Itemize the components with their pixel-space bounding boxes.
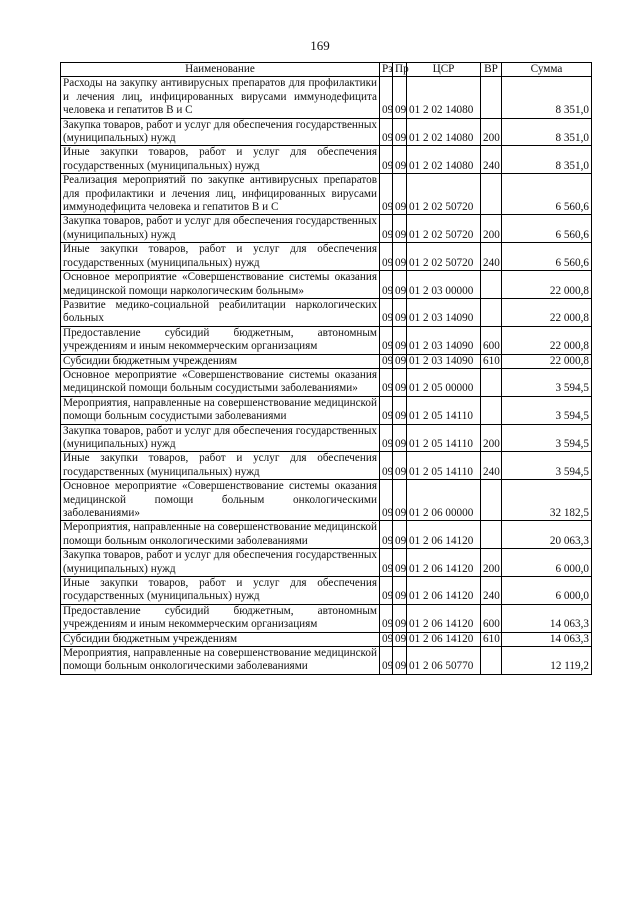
cell-name: Развитие медико-социальной реабилитации наркологических больных <box>61 298 380 326</box>
table-row <box>61 118 592 146</box>
cell-rz: 09 <box>380 146 393 174</box>
cell-name: Реализация мероприятий по закупке антивирусных препаратов для профилактики и лечения лиц, инфицированных вирусами иммунодефицита человека и гепатитов В и С <box>61 174 380 215</box>
table-row <box>61 215 592 243</box>
table-row <box>61 647 592 675</box>
cell-vr: 600 <box>481 604 502 632</box>
cell-sum: 6 560,6 <box>502 174 592 215</box>
cell-name: Основное мероприятие «Совершенствование системы оказания медицинской помощи наркологическим больным» <box>61 271 380 299</box>
table-row <box>61 271 592 299</box>
cell-csr: 01 2 02 50720 <box>407 243 481 271</box>
cell-vr: 200 <box>481 424 502 452</box>
cell-rz: 09 <box>380 118 393 146</box>
cell-csr: 01 2 02 14080 <box>407 146 481 174</box>
cell-sum: 8 351,0 <box>502 118 592 146</box>
cell-rz: 09 <box>380 549 393 577</box>
cell-vr: 610 <box>481 632 502 646</box>
cell-csr: 01 2 02 14080 <box>407 77 481 118</box>
cell-name: Основное мероприятие «Совершенствование системы оказания медицинской помощи больным онкологическими заболеваниями» <box>61 480 380 521</box>
cell-vr <box>481 271 502 299</box>
cell-csr: 01 2 03 14090 <box>407 298 481 326</box>
cell-vr <box>481 396 502 424</box>
cell-pr: 09 <box>393 632 407 646</box>
cell-rz: 09 <box>380 298 393 326</box>
cell-pr: 09 <box>393 368 407 396</box>
cell-csr: 01 2 03 14090 <box>407 354 481 368</box>
budget-table <box>60 62 592 675</box>
table-row <box>61 146 592 174</box>
table-row <box>61 298 592 326</box>
cell-name: Иные закупки товаров, работ и услуг для обеспечения государственных (муниципальных) нужд <box>61 577 380 605</box>
cell-sum: 3 594,5 <box>502 424 592 452</box>
cell-vr: 240 <box>481 146 502 174</box>
cell-pr: 09 <box>393 215 407 243</box>
cell-rz: 09 <box>380 271 393 299</box>
cell-sum: 3 594,5 <box>502 396 592 424</box>
cell-sum: 3 594,5 <box>502 452 592 480</box>
table-row <box>61 424 592 452</box>
cell-name: Иные закупки товаров, работ и услуг для обеспечения государственных (муниципальных) нужд <box>61 243 380 271</box>
cell-rz: 09 <box>380 647 393 675</box>
cell-sum: 22 000,8 <box>502 354 592 368</box>
cell-csr: 01 2 03 14090 <box>407 326 481 354</box>
cell-name: Мероприятия, направленные на совершенствование медицинской помощи больным сосудистыми заболеваниями <box>61 396 380 424</box>
cell-csr: 01 2 02 50720 <box>407 215 481 243</box>
table-row <box>61 549 592 577</box>
cell-pr: 09 <box>393 174 407 215</box>
header-vr: ВР <box>481 63 502 77</box>
cell-vr: 200 <box>481 549 502 577</box>
cell-pr: 09 <box>393 243 407 271</box>
table-row <box>61 326 592 354</box>
cell-pr: 09 <box>393 424 407 452</box>
cell-vr <box>481 298 502 326</box>
cell-csr: 01 2 02 50720 <box>407 174 481 215</box>
cell-vr: 240 <box>481 577 502 605</box>
cell-vr: 240 <box>481 452 502 480</box>
cell-sum: 14 063,3 <box>502 604 592 632</box>
table-row <box>61 521 592 549</box>
cell-csr: 01 2 05 14110 <box>407 452 481 480</box>
cell-sum: 22 000,8 <box>502 326 592 354</box>
cell-sum: 6 560,6 <box>502 215 592 243</box>
cell-csr: 01 2 03 00000 <box>407 271 481 299</box>
cell-vr: 600 <box>481 326 502 354</box>
cell-pr: 09 <box>393 577 407 605</box>
cell-pr: 09 <box>393 271 407 299</box>
cell-pr: 09 <box>393 604 407 632</box>
cell-vr <box>481 77 502 118</box>
header-rz: Рз <box>380 63 393 77</box>
table-header-row <box>61 63 592 77</box>
cell-rz: 09 <box>380 396 393 424</box>
table-row <box>61 632 592 646</box>
cell-pr: 09 <box>393 118 407 146</box>
table-row <box>61 480 592 521</box>
cell-sum: 14 063,3 <box>502 632 592 646</box>
cell-csr: 01 2 06 14120 <box>407 549 481 577</box>
cell-sum: 6 000,0 <box>502 577 592 605</box>
cell-csr: 01 2 06 14120 <box>407 577 481 605</box>
cell-name: Субсидии бюджетным учреждениям <box>61 632 380 646</box>
cell-pr: 09 <box>393 326 407 354</box>
cell-rz: 09 <box>380 577 393 605</box>
cell-sum: 12 119,2 <box>502 647 592 675</box>
cell-sum: 32 182,5 <box>502 480 592 521</box>
cell-pr: 09 <box>393 396 407 424</box>
cell-vr <box>481 647 502 675</box>
page-number: 169 <box>310 38 330 53</box>
cell-csr: 01 2 06 14120 <box>407 632 481 646</box>
table-row <box>61 396 592 424</box>
cell-pr: 09 <box>393 146 407 174</box>
cell-csr: 01 2 05 14110 <box>407 424 481 452</box>
cell-sum: 6 560,6 <box>502 243 592 271</box>
table-row <box>61 77 592 118</box>
cell-rz: 09 <box>380 632 393 646</box>
cell-csr: 01 2 05 14110 <box>407 396 481 424</box>
cell-rz: 09 <box>380 354 393 368</box>
cell-name: Закупка товаров, работ и услуг для обеспечения государственных (муниципальных) нужд <box>61 424 380 452</box>
table-row <box>61 368 592 396</box>
cell-rz: 09 <box>380 326 393 354</box>
cell-vr: 240 <box>481 243 502 271</box>
table-row <box>61 452 592 480</box>
cell-rz: 09 <box>380 521 393 549</box>
header-name: Наименование <box>61 63 380 77</box>
cell-rz: 09 <box>380 452 393 480</box>
cell-rz: 09 <box>380 174 393 215</box>
cell-csr: 01 2 05 00000 <box>407 368 481 396</box>
cell-sum: 22 000,8 <box>502 298 592 326</box>
cell-name: Расходы на закупку антивирусных препаратов для профилактики и лечения лиц, инфицированных вирусами иммунодефицита человека и гепатитов В и С <box>61 77 380 118</box>
cell-pr: 09 <box>393 549 407 577</box>
table-row <box>61 174 592 215</box>
cell-rz: 09 <box>380 424 393 452</box>
cell-pr: 09 <box>393 521 407 549</box>
cell-rz: 09 <box>380 480 393 521</box>
cell-name: Иные закупки товаров, работ и услуг для обеспечения государственных (муниципальных) нужд <box>61 452 380 480</box>
cell-name: Предоставление субсидий бюджетным, автономным учреждениям и иным некоммерческим организациям <box>61 326 380 354</box>
cell-sum: 6 000,0 <box>502 549 592 577</box>
cell-name: Предоставление субсидий бюджетным, автономным учреждениям и иным некоммерческим организациям <box>61 604 380 632</box>
cell-rz: 09 <box>380 77 393 118</box>
cell-name: Иные закупки товаров, работ и услуг для обеспечения государственных (муниципальных) нужд <box>61 146 380 174</box>
cell-rz: 09 <box>380 368 393 396</box>
cell-sum: 8 351,0 <box>502 77 592 118</box>
cell-pr: 09 <box>393 647 407 675</box>
cell-name: Закупка товаров, работ и услуг для обеспечения государственных (муниципальных) нужд <box>61 118 380 146</box>
table-row <box>61 354 592 368</box>
cell-vr: 200 <box>481 215 502 243</box>
cell-csr: 01 2 06 14120 <box>407 604 481 632</box>
cell-sum: 8 351,0 <box>502 146 592 174</box>
cell-name: Закупка товаров, работ и услуг для обеспечения государственных (муниципальных) нужд <box>61 215 380 243</box>
header-csr: ЦСР <box>407 63 481 77</box>
header-pr: Пр <box>393 63 407 77</box>
cell-pr: 09 <box>393 77 407 118</box>
cell-name: Субсидии бюджетным учреждениям <box>61 354 380 368</box>
cell-pr: 09 <box>393 452 407 480</box>
cell-csr: 01 2 06 50770 <box>407 647 481 675</box>
cell-rz: 09 <box>380 243 393 271</box>
table-row <box>61 577 592 605</box>
cell-name: Мероприятия, направленные на совершенствование медицинской помощи больным онкологическими заболеваниями <box>61 647 380 675</box>
cell-name: Основное мероприятие «Совершенствование системы оказания медицинской помощи больным сосудистыми заболеваниями» <box>61 368 380 396</box>
cell-rz: 09 <box>380 604 393 632</box>
cell-csr: 01 2 06 14120 <box>407 521 481 549</box>
cell-vr <box>481 368 502 396</box>
cell-pr: 09 <box>393 354 407 368</box>
cell-csr: 01 2 06 00000 <box>407 480 481 521</box>
cell-rz: 09 <box>380 215 393 243</box>
header-sum: Сумма <box>502 63 592 77</box>
cell-pr: 09 <box>393 480 407 521</box>
table-body <box>61 77 592 674</box>
cell-sum: 3 594,5 <box>502 368 592 396</box>
cell-vr <box>481 521 502 549</box>
cell-vr <box>481 174 502 215</box>
table-row <box>61 243 592 271</box>
cell-vr: 610 <box>481 354 502 368</box>
cell-sum: 20 063,3 <box>502 521 592 549</box>
cell-pr: 09 <box>393 298 407 326</box>
cell-name: Закупка товаров, работ и услуг для обеспечения государственных (муниципальных) нужд <box>61 549 380 577</box>
cell-csr: 01 2 02 14080 <box>407 118 481 146</box>
cell-sum: 22 000,8 <box>502 271 592 299</box>
table-row <box>61 604 592 632</box>
cell-name: Мероприятия, направленные на совершенствование медицинской помощи больным онкологическими заболеваниями <box>61 521 380 549</box>
cell-vr <box>481 480 502 521</box>
cell-vr: 200 <box>481 118 502 146</box>
